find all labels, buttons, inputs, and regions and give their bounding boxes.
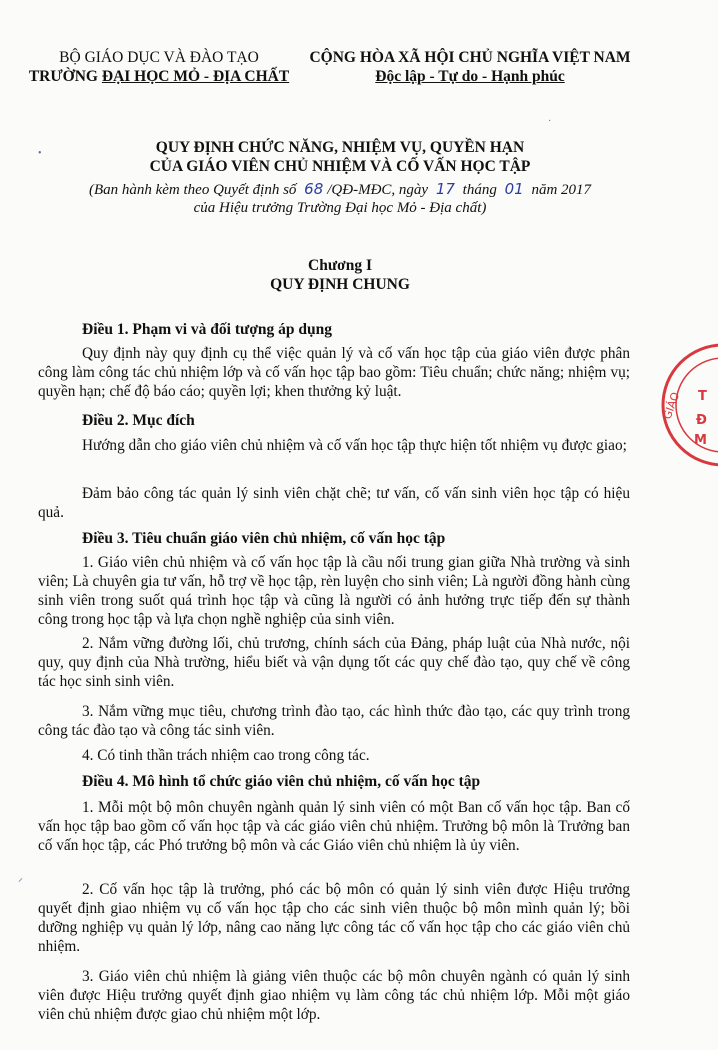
svg-text:M: M: [694, 433, 707, 448]
article-3-paragraph-3: 3. Nắm vững mục tiêu, chương trình đào tạo, các hình thức đào tạo, các quy trình trong công tác đào tạo và công tác sinh viên.: [38, 703, 630, 739]
school-name-line: [28, 67, 290, 86]
article-1-title: Điều 1. Phạm vi và đối tượng áp dụng: [82, 321, 333, 338]
pen-mark: ⸝: [18, 873, 23, 884]
motto: Độc lập - Tự do - Hạnh phúc: [375, 68, 565, 85]
issuance-line2: của Hiệu trưởng Trường Đại học Mỏ - Địa chất): [193, 200, 487, 216]
article-3-paragraph-4: 4. Có tinh thần trách nhiệm cao trong công tác.: [82, 747, 370, 764]
header-right: [300, 48, 640, 86]
article-3-paragraph-1: 1. Giáo viên chủ nhiệm và cố vấn học tập là cầu nối trung gian giữa Nhà trường và sinh viên; Là chuyên gia tư vấn, hỗ trợ về học tập, rèn luyện cho sinh viên; Là người đồng hành cùng sinh viên trong suốt quá trình học tập và cũng là người có ảnh hưởng trực tiếp đến sự thành công trong học tập và lựa chọn nghề nghiệp của sinh viên.: [38, 554, 630, 628]
article-4-title: Điều 4. Mô hình tổ chức giáo viên chủ nhiệm, cố vấn học tập: [82, 773, 481, 790]
issue-day: 17: [435, 180, 455, 198]
issuance-text-c: tháng: [462, 182, 497, 198]
issue-month: 01: [504, 180, 524, 198]
article-2-title: Điều 2. Mục đích: [82, 412, 195, 429]
article-4-paragraph-2: 2. Cố vấn học tập là trưởng, phó các bộ môn có quản lý sinh viên được Hiệu trưởng quyết định giao nhiệm vụ cố vấn học tập cho các sinh viên thuộc bộ môn mình quản lý; bồi dưỡng nghiệp vụ quản lý lớp, nâng cao năng lực công tác cố vấn học tập cho các giáo viên chủ nhiệm.: [38, 881, 630, 955]
article-2-paragraph-1: Hướng dẫn cho giáo viên chủ nhiệm và cố vấn học tập thực hiện tốt nhiệm vụ được giao;: [82, 437, 627, 454]
article-3-title: Điều 3. Tiêu chuẩn giáo viên chủ nhiệm, cố vấn học tập: [82, 530, 446, 547]
issuance-line: [20, 180, 660, 200]
svg-text:T: T: [698, 389, 707, 404]
ministry-name: BỘ GIÁO DỤC VÀ ĐÀO TẠO: [59, 49, 259, 66]
scan-speck: •: [38, 148, 42, 159]
header-left: [28, 48, 290, 86]
svg-text:Đ: Đ: [696, 413, 707, 428]
issuance-text-a: (Ban hành kèm theo Quyết định số: [88, 182, 297, 198]
doc-title-line2: CỦA GIÁO VIÊN CHỦ NHIỆM VÀ CỐ VẤN HỌC TẬP: [149, 158, 531, 175]
scan-speck: ·: [548, 116, 552, 127]
svg-text:GIÁO: GIÁO: [660, 390, 683, 422]
chapter-name: QUY ĐỊNH CHUNG: [270, 276, 410, 293]
issuance-text-d: năm 2017: [531, 182, 592, 198]
country-name: CỘNG HÒA XÃ HỘI CHỦ NGHĨA VIỆT NAM: [309, 49, 631, 66]
article-4-paragraph-3: 3. Giáo viên chủ nhiệm là giảng viên thuộc các bộ môn chuyên ngành có quản lý sinh viên được Hiệu trưởng quyết định giao nhiệm vụ làm công tác chủ nhiệm lớp. Mỗi một giáo viên chủ nhiệm được giao chủ nhiệm một lớp.: [38, 968, 630, 1023]
issuance-text-b: /QĐ-MĐC, ngày: [327, 182, 429, 198]
school-name: ĐẠI HỌC MỎ - ĐỊA CHẤT: [101, 68, 290, 85]
chapter-number: Chương I: [308, 257, 372, 274]
article-2-paragraph-2: Đảm bảo công tác quản lý sinh viên chặt chẽ; tư vấn, cố vấn sinh viên học tập có hiệu quả.: [38, 485, 630, 521]
decision-number: 68: [304, 180, 324, 198]
article-1-paragraph: Quy định này quy định cụ thể việc quản lý và cố vấn học tập của giáo viên được phân công làm công tác chủ nhiệm lớp và cố vấn học tập bao gồm: Tiêu chuẩn; chức năng; nhiệm vụ; quyền hạn; chế độ báo cáo; quyền lợi; khen thưởng kỷ luật.: [38, 345, 630, 400]
school-prefix: TRƯỜNG: [28, 68, 102, 85]
official-stamp: [658, 340, 718, 470]
doc-title-line1: QUY ĐỊNH CHỨC NĂNG, NHIỆM VỤ, QUYỀN HẠN: [155, 139, 525, 156]
article-3-paragraph-2: 2. Nắm vững đường lối, chủ trương, chính sách của Đảng, pháp luật của Nhà nước, nội quy, quy định của Nhà trường, hiểu biết và vận dụng tốt các quy chế đào tạo, quy chế về công tác học sinh sinh viên.: [38, 635, 630, 690]
article-4-paragraph-1: 1. Mỗi một bộ môn chuyên ngành quản lý sinh viên có một Ban cố vấn học tập. Ban cố vấn học tập bao gồm cố vấn học tập và các giáo viên chủ nhiệm. Trưởng bộ môn là Trưởng ban cố vấn học tập, các Phó trưởng bộ môn và các Giáo viên chủ nhiệm là ủy viên.: [38, 799, 630, 854]
